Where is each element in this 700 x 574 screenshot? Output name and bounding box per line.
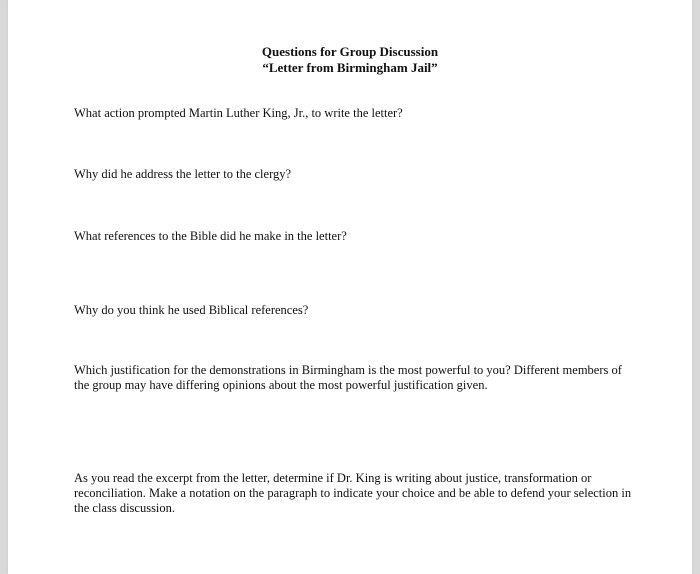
- document-title: [8, 44, 692, 76]
- question-6: As you read the excerpt from the letter, determine if Dr. King is writing about justice, transformation or reconciliation. Make a notation on the paragraph to indicate your choice and be able to defend your selection in the class discussion.: [74, 471, 632, 515]
- question-2: Why did he address the letter to the clergy?: [74, 167, 292, 181]
- question-1: What action prompted Martin Luther King, Jr., to write the letter?: [74, 106, 403, 120]
- title-line-1: Questions for Group Discussion: [261, 44, 439, 59]
- question-5: Which justification for the demonstrations in Birmingham is the most powerful to you? Different members of the group may have differing opinions about the most powerful justification given.: [74, 363, 622, 392]
- title-line-2: “Letter from Birmingham Jail”: [262, 60, 438, 75]
- question-3: What references to the Bible did he make in the letter?: [74, 229, 347, 243]
- document-page: [8, 0, 692, 574]
- question-4: Why do you think he used Biblical references?: [74, 303, 309, 317]
